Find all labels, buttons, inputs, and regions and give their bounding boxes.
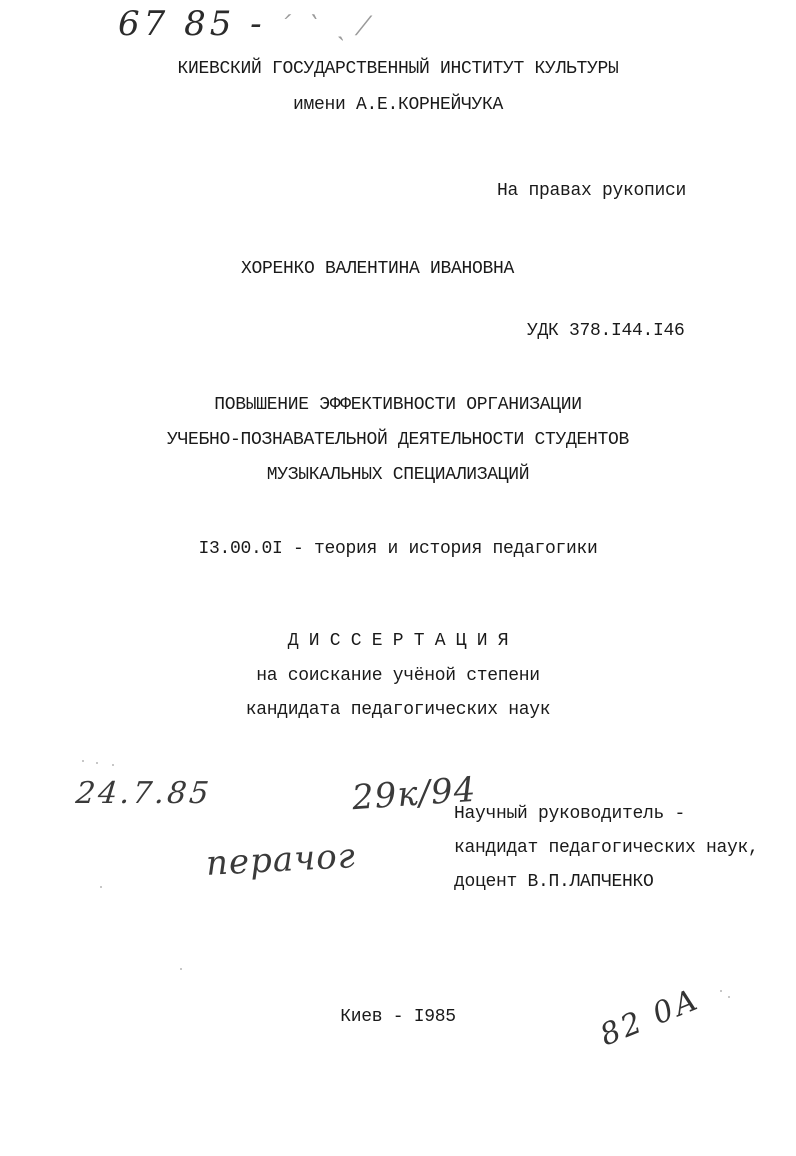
specialty-code: I3.00.0I - теория и история педагогики — [198, 539, 598, 559]
scan-speck — [720, 990, 722, 992]
title-line-1: ПОВЫШЕНИЕ ЭФФЕКТИВНОСТИ ОРГАНИЗАЦИИ — [214, 395, 582, 415]
scan-speck — [728, 996, 730, 998]
scan-speck — [112, 764, 114, 766]
scan-speck — [82, 760, 84, 762]
handwritten-registration-number: 29к/94 — [350, 769, 478, 819]
degree-line-1: на соискание учёной степени — [256, 666, 540, 686]
archive-number-text: 67 85 - — [118, 4, 266, 44]
dissertation-heading: Д И С С Е Р Т А Ц И Я — [287, 631, 509, 651]
degree-line-2: кандидата педагогических наук — [245, 700, 551, 720]
author-name: ХОРЕНКО ВАЛЕНТИНА ИВАНОВНА — [241, 259, 515, 279]
handwritten-corner-number: 82 0А — [595, 981, 706, 1054]
supervisor-line-2: кандидат педагогических наук, — [454, 838, 759, 858]
scan-speck — [100, 886, 102, 888]
scan-speck — [96, 762, 98, 764]
faint-stamp-marks-icon: ˊ ˋ ˎ ⁄ — [265, 12, 370, 42]
handwritten-archive-number — [118, 4, 370, 44]
place-and-year: Киев - I985 — [340, 1007, 456, 1027]
institute-name: КИЕВСКИЙ ГОСУДАРСТВЕННЫЙ ИНСТИТУТ КУЛЬТУРЫ — [177, 59, 619, 79]
handwritten-date-left: 24.7.85 — [74, 776, 214, 811]
supervisor-line-1: Научный руководитель - — [454, 804, 686, 824]
title-line-3: МУЗЫКАЛЬНЫХ СПЕЦИАЛИЗАЦИЙ — [266, 465, 530, 485]
title-line-2: УЧЕБНО-ПОЗНАВАТЕЛЬНОЙ ДЕЯТЕЛЬНОСТИ СТУДЕНТОВ — [166, 430, 630, 450]
handwritten-note: перачог — [205, 836, 357, 884]
udc-code: УДК 378.I44.I46 — [527, 321, 685, 341]
rights-notice: На правах рукописи — [497, 181, 687, 201]
institute-named-after: имени А.Е.КОРНЕЙЧУКА — [292, 95, 504, 115]
supervisor-line-3: доцент В.П.ЛАПЧЕНКО — [454, 872, 654, 892]
scan-speck — [180, 968, 182, 970]
